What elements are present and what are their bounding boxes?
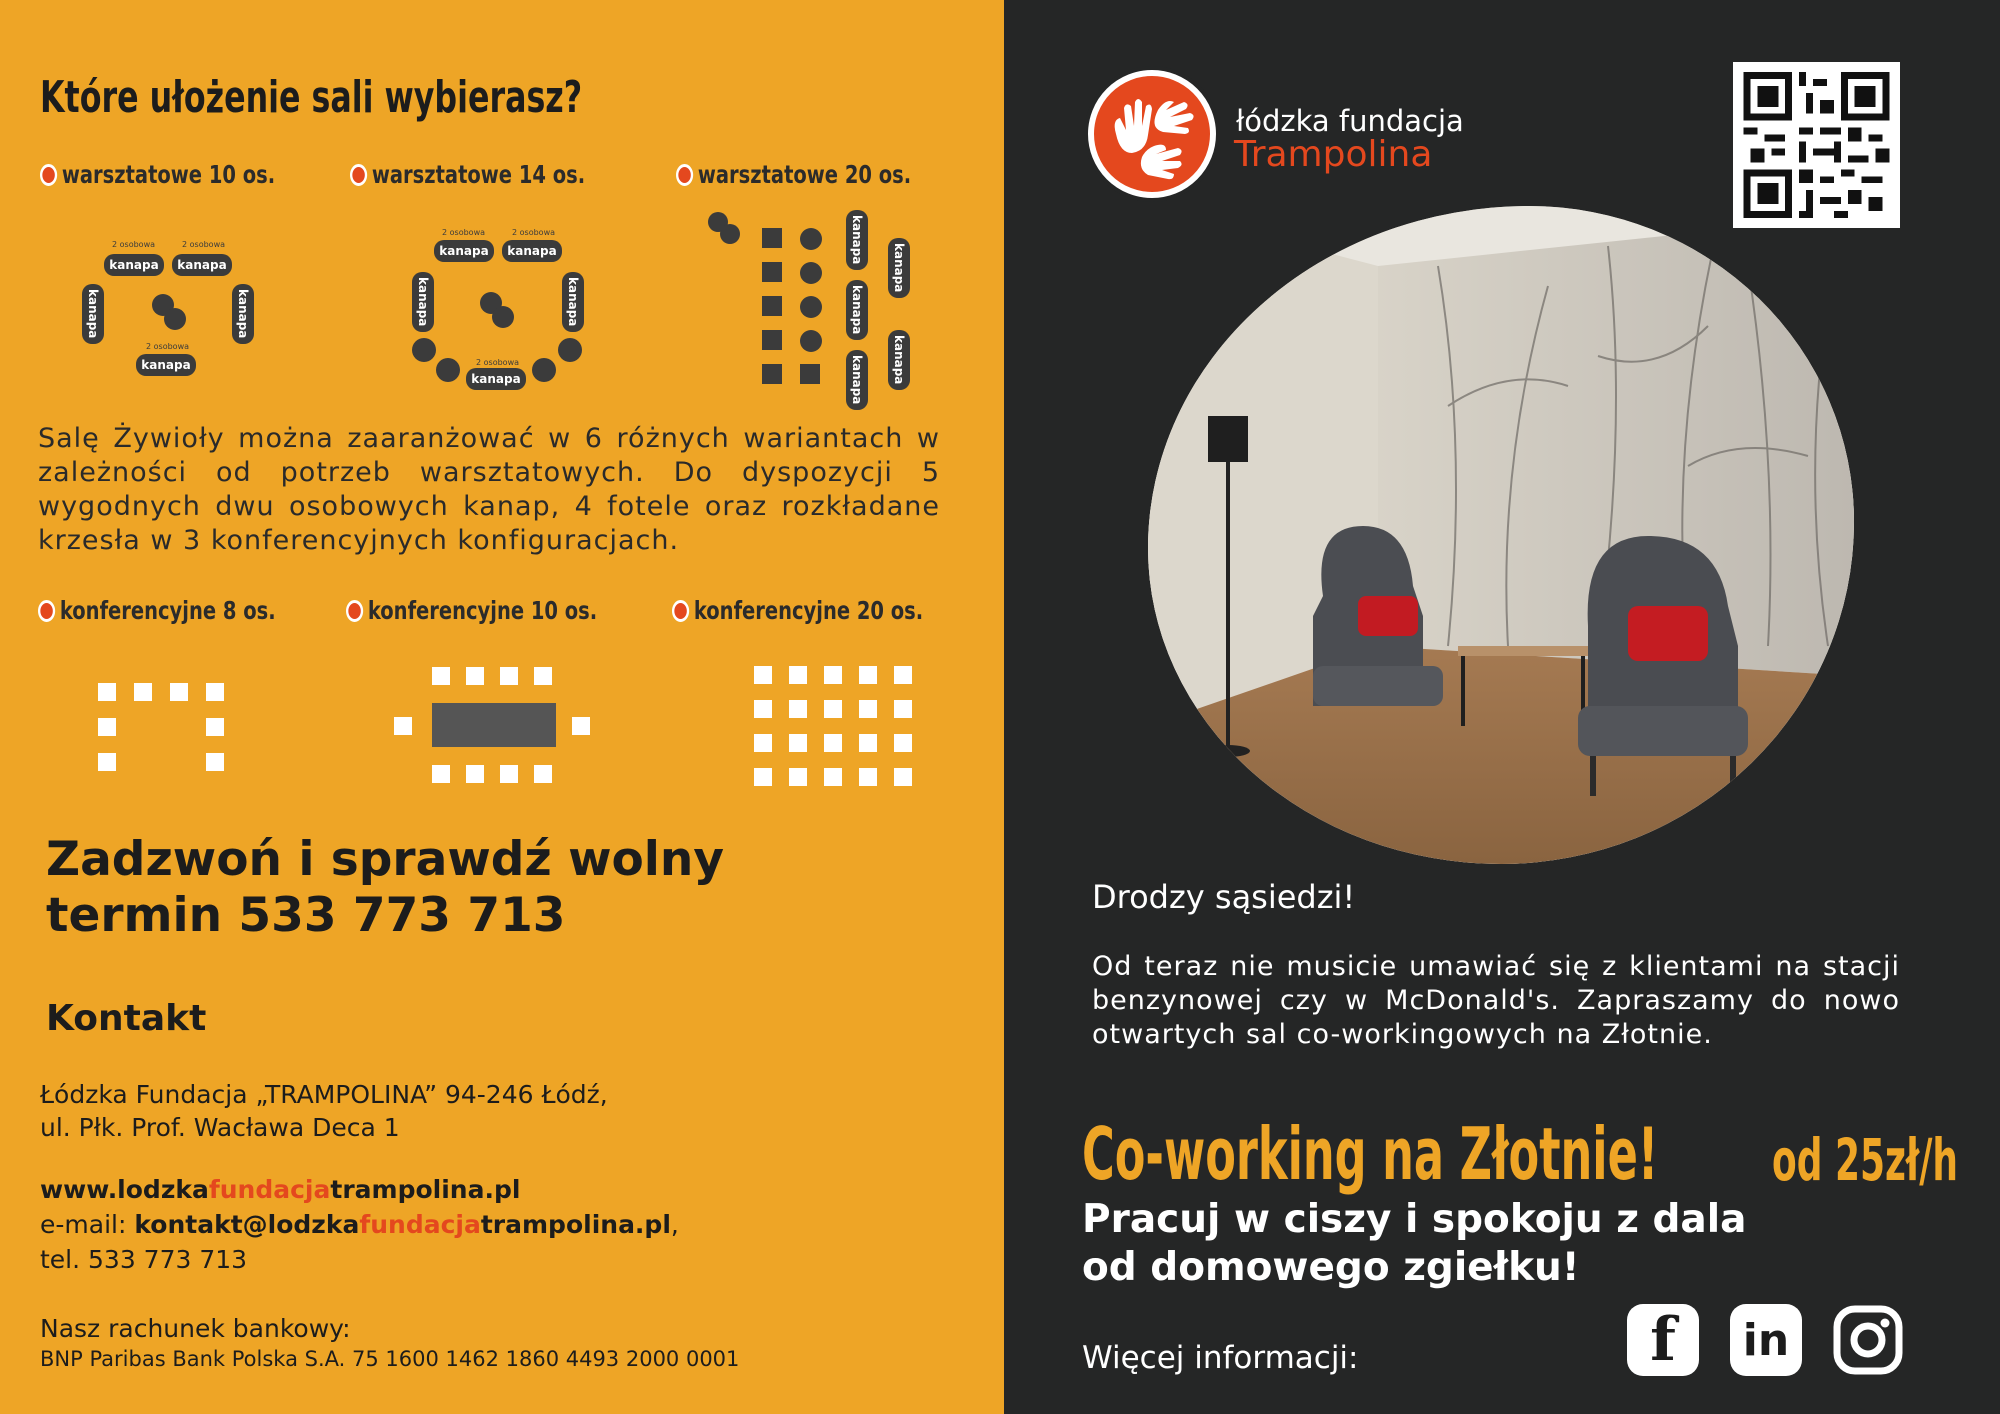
sofa: kanapa (888, 330, 910, 390)
subtitle: Pracuj w ciszy i spokoju z dala od domowego zgiełku! (1082, 1197, 1747, 1290)
sofa: kanapa (232, 284, 254, 344)
bullet-icon (38, 600, 55, 622)
workshop-14-label: warsztatowe 14 os. (350, 160, 585, 189)
more-info-label: Więcej informacji: (1082, 1340, 1359, 1376)
org-name-line1: łódzka fundacja (1236, 104, 1464, 138)
linkedin-icon[interactable]: in (1730, 1304, 1802, 1376)
conference-20-label: konferencyjne 20 os. (672, 596, 923, 625)
call-to-action: Zadzwoń i sprawdź wolny termin 533 773 713 (46, 832, 725, 943)
sofa: kanapa (846, 210, 868, 270)
intro-text: Od teraz nie musicie umawiać się z klientami na stacji benzynowej czy w McDonald's. Zapraszamy do nowo otwartych sal co-workingowych na Złotnie. (1092, 951, 1900, 1050)
sofa: kanapa (846, 280, 868, 340)
email-line: e-mail: kontakt@lodzkafundacjatrampolina.pl, (40, 1210, 679, 1239)
bullet-icon (346, 600, 363, 622)
workshop-14-diagram: 2 osobowa 2 osobowa kanapa kanapa kanapa kanapa 2 osobowa kanapa (400, 226, 600, 391)
coworking-title: Co-working na Złotnie! (1082, 1112, 1659, 1196)
sofa: kanapa (888, 238, 910, 298)
conference-10-diagram (394, 667, 590, 785)
hands-icon (1094, 76, 1210, 192)
conference-20-diagram (754, 666, 914, 786)
sofa: kanapa (846, 350, 868, 410)
workshop-20-label: warsztatowe 20 os. (676, 160, 911, 189)
qr-code (1733, 62, 1900, 228)
address: Łódzka Fundacja „TRAMPOLINA” 94-246 Łódź, ul. Płk. Prof. Wacława Deca 1 (40, 1080, 608, 1142)
workshop-10-diagram: 2 osobowa 2 osobowa kanapa kanapa kanapa kanapa 2 osobowa kanapa (60, 238, 270, 378)
foundation-logo (1088, 70, 1216, 198)
workshop-10-label: warsztatowe 10 os. (40, 160, 275, 189)
conference-8-label: konferencyjne 8 os. (38, 596, 276, 625)
instagram-icon[interactable] (1832, 1304, 1904, 1376)
sofa: kanapa (82, 284, 104, 344)
price: od 25zł/h (1772, 1126, 1959, 1194)
conference-10-label: konferencyjne 10 os. (346, 596, 597, 625)
sofa: kanapa (172, 254, 232, 276)
room-layout-heading: Które ułożenie sali wybierasz? (40, 72, 583, 123)
qr-code-icon (1743, 72, 1890, 218)
sofa: kanapa (562, 272, 584, 332)
website-link[interactable]: www.lodzkafundacjatrampolina.pl (40, 1175, 521, 1204)
contact-heading: Kontakt (46, 998, 207, 1039)
sofa: kanapa (412, 272, 434, 332)
bullet-icon (676, 164, 693, 186)
sofa: kanapa (502, 240, 562, 262)
sofa: kanapa (434, 240, 494, 262)
email-link[interactable]: kontakt@lodzkafundacjatrampolina.pl (134, 1210, 671, 1239)
contact-links (40, 1172, 679, 1277)
conference-8-diagram (98, 683, 226, 771)
greeting: Drodzy sąsiedzi! (1092, 878, 1356, 916)
sofa: kanapa (104, 254, 164, 276)
conference-table (432, 703, 556, 747)
org-name-line2: Trampolina (1234, 134, 1433, 175)
room-description: Salę Żywioły można zaaranżować w 6 różnych wariantach w zależności od potrzeb warsztatowych. Do dyspozycji 5 wygodnych dwu osobowych kanap, 4 fotele oraz rozkładane krzesła w 3 konferencyjnych konfiguracjach. (38, 423, 940, 556)
sofa: kanapa (466, 368, 526, 390)
facebook-icon[interactable]: f (1627, 1304, 1699, 1376)
sofa: kanapa (136, 354, 196, 376)
bullet-icon (350, 164, 367, 186)
bullet-icon (40, 164, 57, 186)
bullet-icon (672, 600, 689, 622)
phone: tel. 533 773 713 (40, 1245, 248, 1274)
workshop-20-diagram (704, 208, 924, 408)
bank-info: Nasz rachunek bankowy: BNP Paribas Bank Polska S.A. 75 1600 1462 1860 4493 2000 0001 (40, 1314, 740, 1371)
